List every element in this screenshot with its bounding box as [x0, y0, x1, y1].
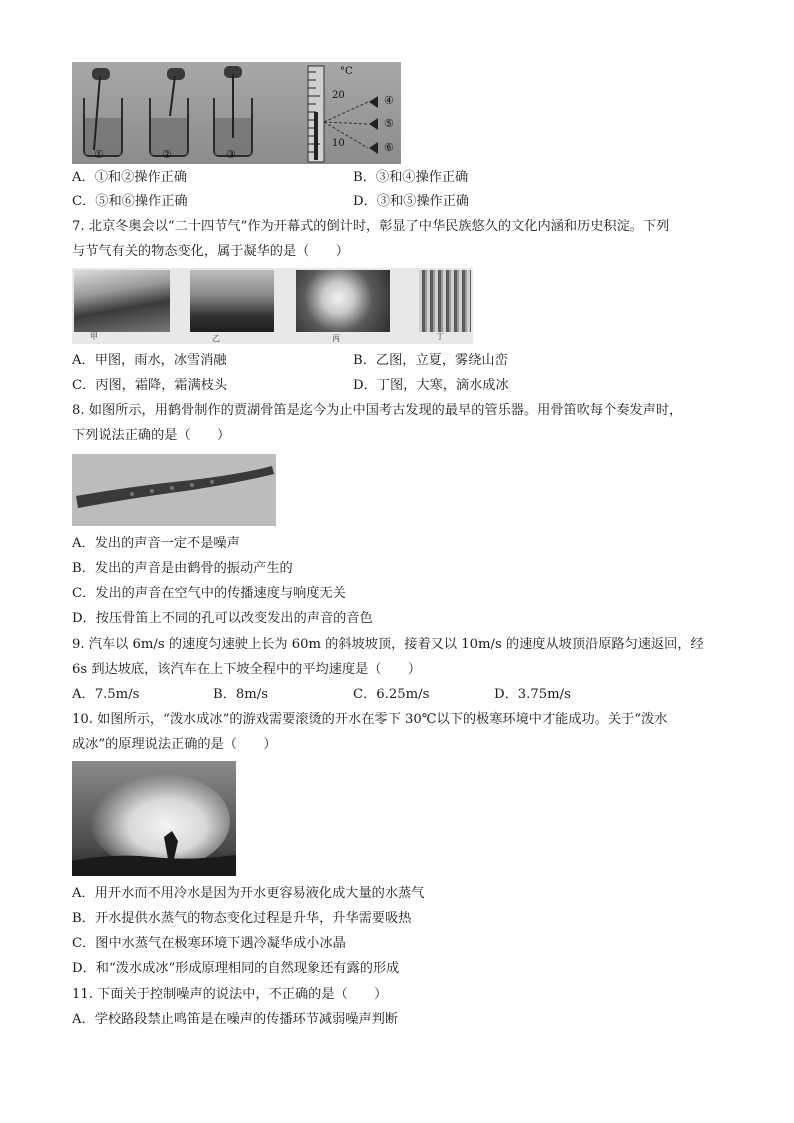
photo-label-yi: 乙: [212, 334, 220, 343]
beaker-label-2: ②: [162, 148, 172, 161]
thermo-tick-10: 10: [332, 138, 345, 149]
thermo-tick-20: 20: [332, 90, 345, 101]
q9-option-c: C．6.25m/s: [353, 687, 430, 702]
q9-option-b: B．8m/s: [213, 687, 268, 702]
q7-stem-line1: 7. 北京冬奥会以“二十四节气”作为开幕式的倒计时，彰显了中华民族悠久的文化内涵和历史积淀。下列: [72, 219, 670, 234]
eye-label-4: ④: [384, 94, 394, 107]
photo-label-jia: 甲: [90, 332, 98, 341]
thermometer: [308, 66, 324, 162]
q7-option-c: C．丙图，霜降，霜满枝头: [72, 378, 228, 393]
eye-label-5: ⑤: [384, 117, 394, 130]
splash-ice-svg: [72, 761, 236, 876]
eye-label-6: ⑥: [384, 141, 394, 154]
q10-figure: [72, 761, 236, 876]
q6-figure: [72, 62, 401, 164]
q7-stem-line2: 与节气有关的物态变化，属于凝华的是（ ）: [72, 244, 349, 259]
q10-stem-line2: 成冰”的原理说法正确的是（ ）: [72, 737, 277, 752]
photo-bing: [296, 270, 390, 332]
q8-stem-line2: 下列说法正确的是（ ）: [72, 428, 231, 443]
q11-stem-line1: 11. 下面关于控制噪声的说法中，不正确的是（ ）: [72, 987, 388, 1002]
q6-option-c: C．⑤和⑥操作正确: [72, 194, 188, 209]
photo-label-bing: 丙: [332, 334, 340, 343]
q10-option-c: C．图中水蒸气在极寒环境下遇冷凝华成小冰晶: [72, 936, 346, 951]
q9-option-d: D．3.75m/s: [494, 687, 571, 702]
q8-option-c: C．发出的声音在空气中的传播速度与响度无关: [72, 586, 346, 601]
q9-stem-line1: 9. 汽车以 6m/s 的速度匀速驶上长为 60m 的斜坡坡顶，接着又以 10m/s 的速度从坡顶沿原路匀速返回，经: [72, 637, 704, 652]
q8-figure: [72, 454, 276, 526]
photo-ding: [419, 270, 471, 332]
q9-stem-line2: 6s 到达坡底，该汽车在上下坡全程中的平均速度是（ ）: [72, 662, 422, 677]
q9-option-a: A．7.5m/s: [72, 687, 140, 702]
q7-option-d: D．丁图，大寒，滴水成冰: [353, 378, 509, 393]
q10-option-d: D．和“泼水成冰”形成原理相同的自然现象还有露的形成: [72, 961, 400, 976]
q10-option-a: A．用开水而不用冷水是因为开水更容易液化成大量的水蒸气: [72, 886, 425, 901]
photo-yi: [190, 270, 274, 332]
q10-option-b: B．开水提供水蒸气的物态变化过程是升华，升华需要吸热: [72, 911, 412, 926]
q7-option-a: A．甲图，雨水，冰雪消融: [72, 353, 227, 368]
q6-option-a: A．①和②操作正确: [72, 170, 188, 185]
q8-option-a: A．发出的声音一定不是噪声: [72, 536, 240, 551]
q6-figure-svg: [72, 62, 401, 164]
bone-flute-svg: [72, 454, 276, 526]
beaker-label-1: ①: [94, 148, 104, 161]
q8-stem-line1: 8. 如图所示，用鹤骨制作的贾湖骨笛是迄今为止中国考古发现的最早的管乐器。用骨笛吹每个奏发声时，: [72, 403, 683, 418]
beaker-label-3: ③: [226, 148, 236, 161]
q7-figure: [72, 268, 473, 344]
q6-option-b: B．③和④操作正确: [353, 170, 469, 185]
q7-option-b: B．乙图，立夏，雾绕山峦: [353, 353, 508, 368]
q10-stem-line1: 10. 如图所示，“泼水成冰”的游戏需要滚烫的开水在零下 30℃以下的极寒环境中才能成功。关于“泼水: [72, 712, 668, 727]
q11-option-a: A．学校路段禁止鸣笛是在噪声的传播环节减弱噪声判断: [72, 1012, 399, 1027]
thermo-unit: °C: [340, 66, 353, 77]
q8-option-d: D．按压骨笛上不同的孔可以改变发出的声音的音色: [72, 611, 373, 626]
photo-jia: [74, 270, 170, 332]
q6-option-d: D．③和⑤操作正确: [353, 194, 470, 209]
photo-label-ding: 丁: [436, 332, 444, 341]
q8-option-b: B．发出的声音是由鹤骨的振动产生的: [72, 561, 293, 576]
